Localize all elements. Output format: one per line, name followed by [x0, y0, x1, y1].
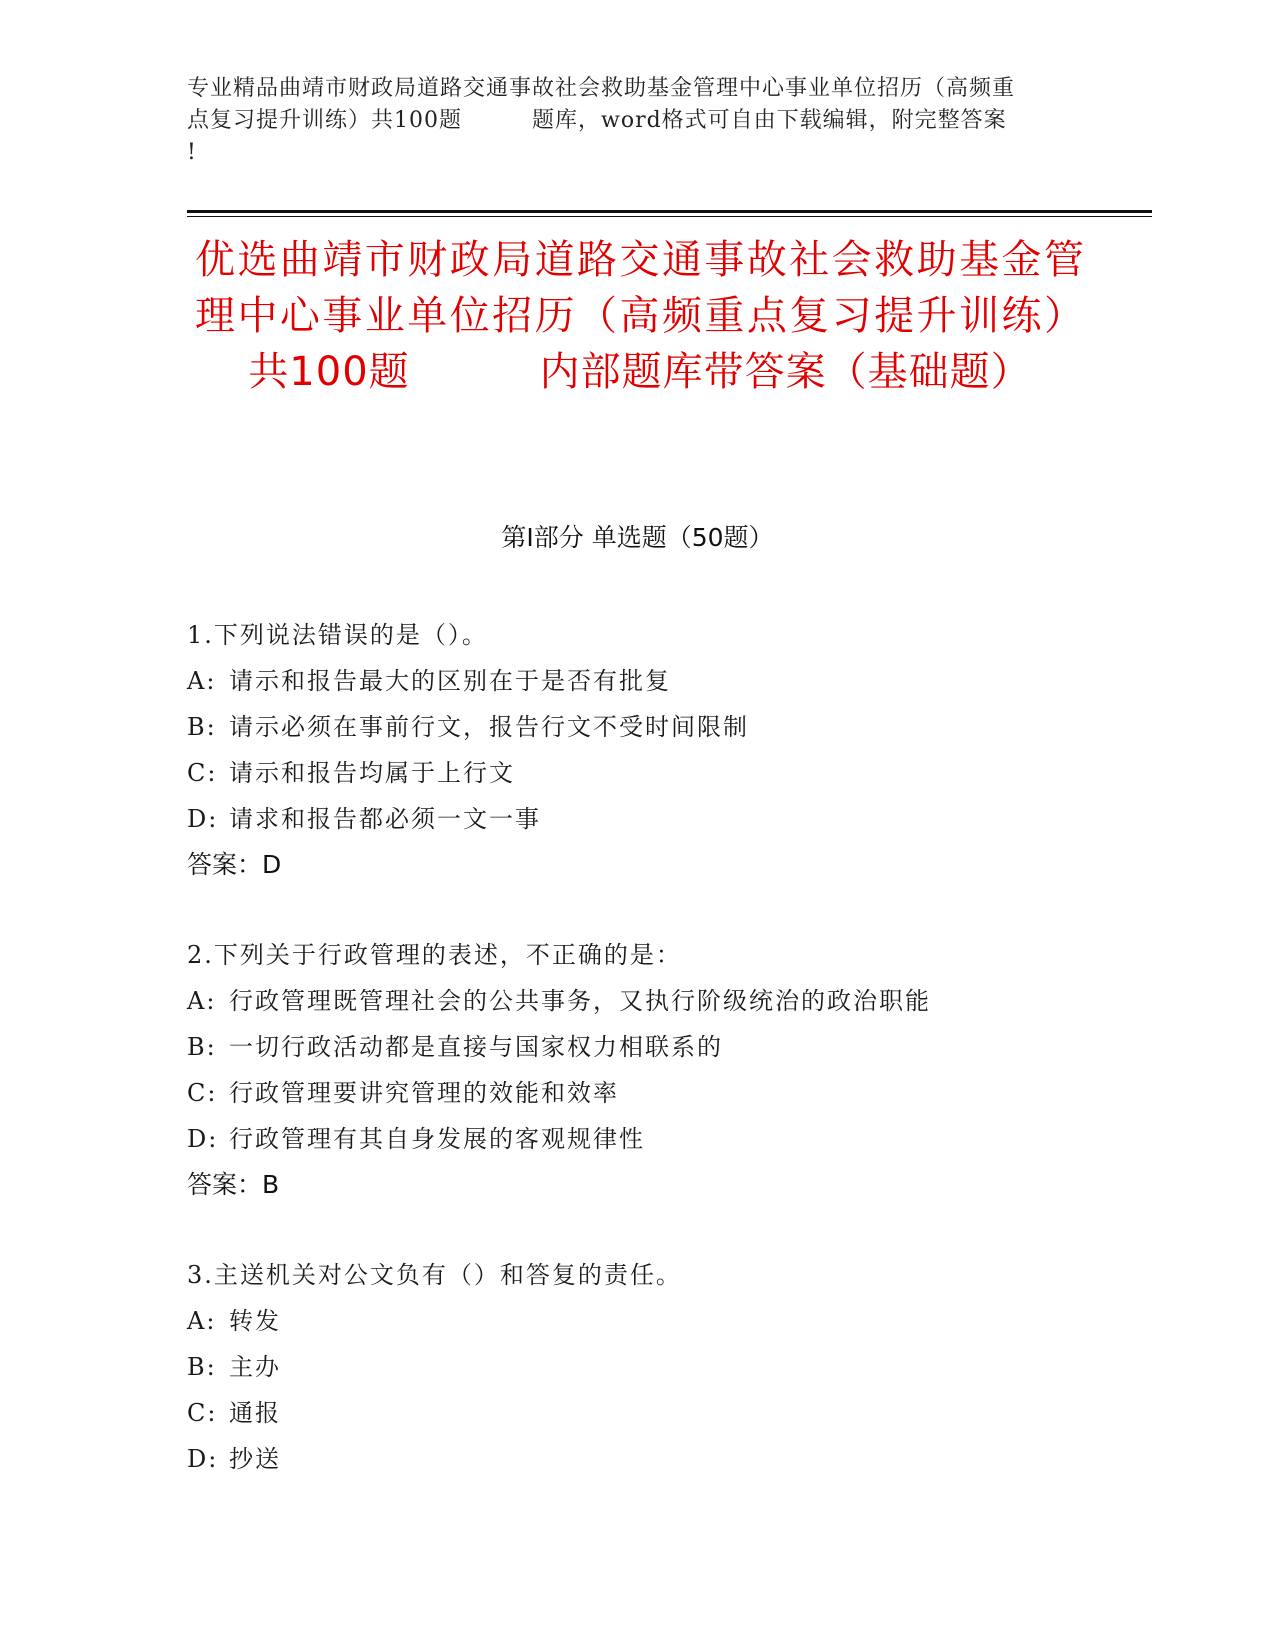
- option-text: 行政管理要讲究管理的效能和效率: [229, 1079, 619, 1107]
- option-b: [187, 1024, 1087, 1070]
- option-letter: C:: [187, 1399, 218, 1427]
- option-letter: D:: [187, 805, 219, 833]
- option-a: [187, 1298, 1087, 1344]
- document-title: [195, 232, 1085, 400]
- option-text: 请求和报告都必须一文一事: [229, 805, 541, 833]
- question-stem: 1.下列说法错误的是（）。: [187, 621, 488, 649]
- option-letter: A:: [187, 987, 217, 1015]
- question-list: [187, 612, 1087, 1526]
- option-d: [187, 796, 1087, 842]
- option-letter: A:: [187, 1307, 217, 1335]
- document-title-part-1: 优选曲靖市财政局道路交通事故社会救助基金管理中心事业单位招历（高频重点复习提升训练）共100题: [195, 237, 1085, 395]
- option-letter: D:: [187, 1445, 219, 1473]
- option-text: 请示和报告均属于上行文: [229, 759, 515, 787]
- question-2: [187, 932, 1087, 1208]
- option-letter: B:: [187, 1033, 217, 1061]
- option-c: [187, 1390, 1087, 1436]
- option-letter: A:: [187, 667, 217, 695]
- option-d: [187, 1436, 1087, 1482]
- header-note-line-2-part-2: 题库，word格式可自由下载编辑，附完整答案: [532, 108, 1007, 133]
- option-letter: B:: [187, 1353, 217, 1381]
- option-d: [187, 1116, 1087, 1162]
- option-a: [187, 658, 1087, 704]
- answer-label: 答案：D: [187, 850, 282, 879]
- option-letter: C:: [187, 759, 218, 787]
- option-text: 请示必须在事前行文，报告行文不受时间限制: [229, 713, 749, 741]
- option-text: 抄送: [229, 1445, 281, 1473]
- document-title-part-2: 内部题库带答案（基础题）: [539, 349, 1032, 395]
- option-text: 请示和报告最大的区别在于是否有批复: [229, 667, 671, 695]
- header-note-line-2-part-1: 点复习提升训练）共100题: [187, 108, 462, 133]
- option-c: [187, 1070, 1087, 1116]
- question-stem: 3.主送机关对公文负有（）和答复的责任。: [187, 1261, 682, 1289]
- option-c: [187, 750, 1087, 796]
- question-1: [187, 612, 1087, 888]
- option-text: 一切行政活动都是直接与国家权力相联系的: [229, 1033, 723, 1061]
- option-a: [187, 978, 1087, 1024]
- option-letter: D:: [187, 1125, 219, 1153]
- header-note: [187, 73, 1087, 169]
- header-divider-thick: [187, 210, 1152, 213]
- header-note-line-1: 专业精品曲靖市财政局道路交通事故社会救助基金管理中心事业单位招历（高频重: [187, 76, 1016, 101]
- option-text: 行政管理有其自身发展的客观规律性: [229, 1125, 645, 1153]
- option-letter: C:: [187, 1079, 218, 1107]
- option-text: 主办: [229, 1353, 281, 1381]
- section-heading: 第I部分 单选题（50题）: [501, 523, 774, 552]
- option-text: 行政管理既管理社会的公共事务，又执行阶级统治的政治职能: [229, 987, 931, 1015]
- header-divider-thin: [187, 216, 1152, 217]
- question-stem: 2.下列关于行政管理的表述，不正确的是：: [187, 941, 682, 969]
- option-letter: B:: [187, 713, 217, 741]
- header-note-line-3: !: [187, 140, 197, 165]
- option-b: [187, 704, 1087, 750]
- option-text: 通报: [229, 1399, 281, 1427]
- answer-label: 答案：B: [187, 1170, 280, 1199]
- question-3: [187, 1252, 1087, 1482]
- header-note-line-2: [187, 105, 1087, 137]
- option-text: 转发: [229, 1307, 281, 1335]
- option-b: [187, 1344, 1087, 1390]
